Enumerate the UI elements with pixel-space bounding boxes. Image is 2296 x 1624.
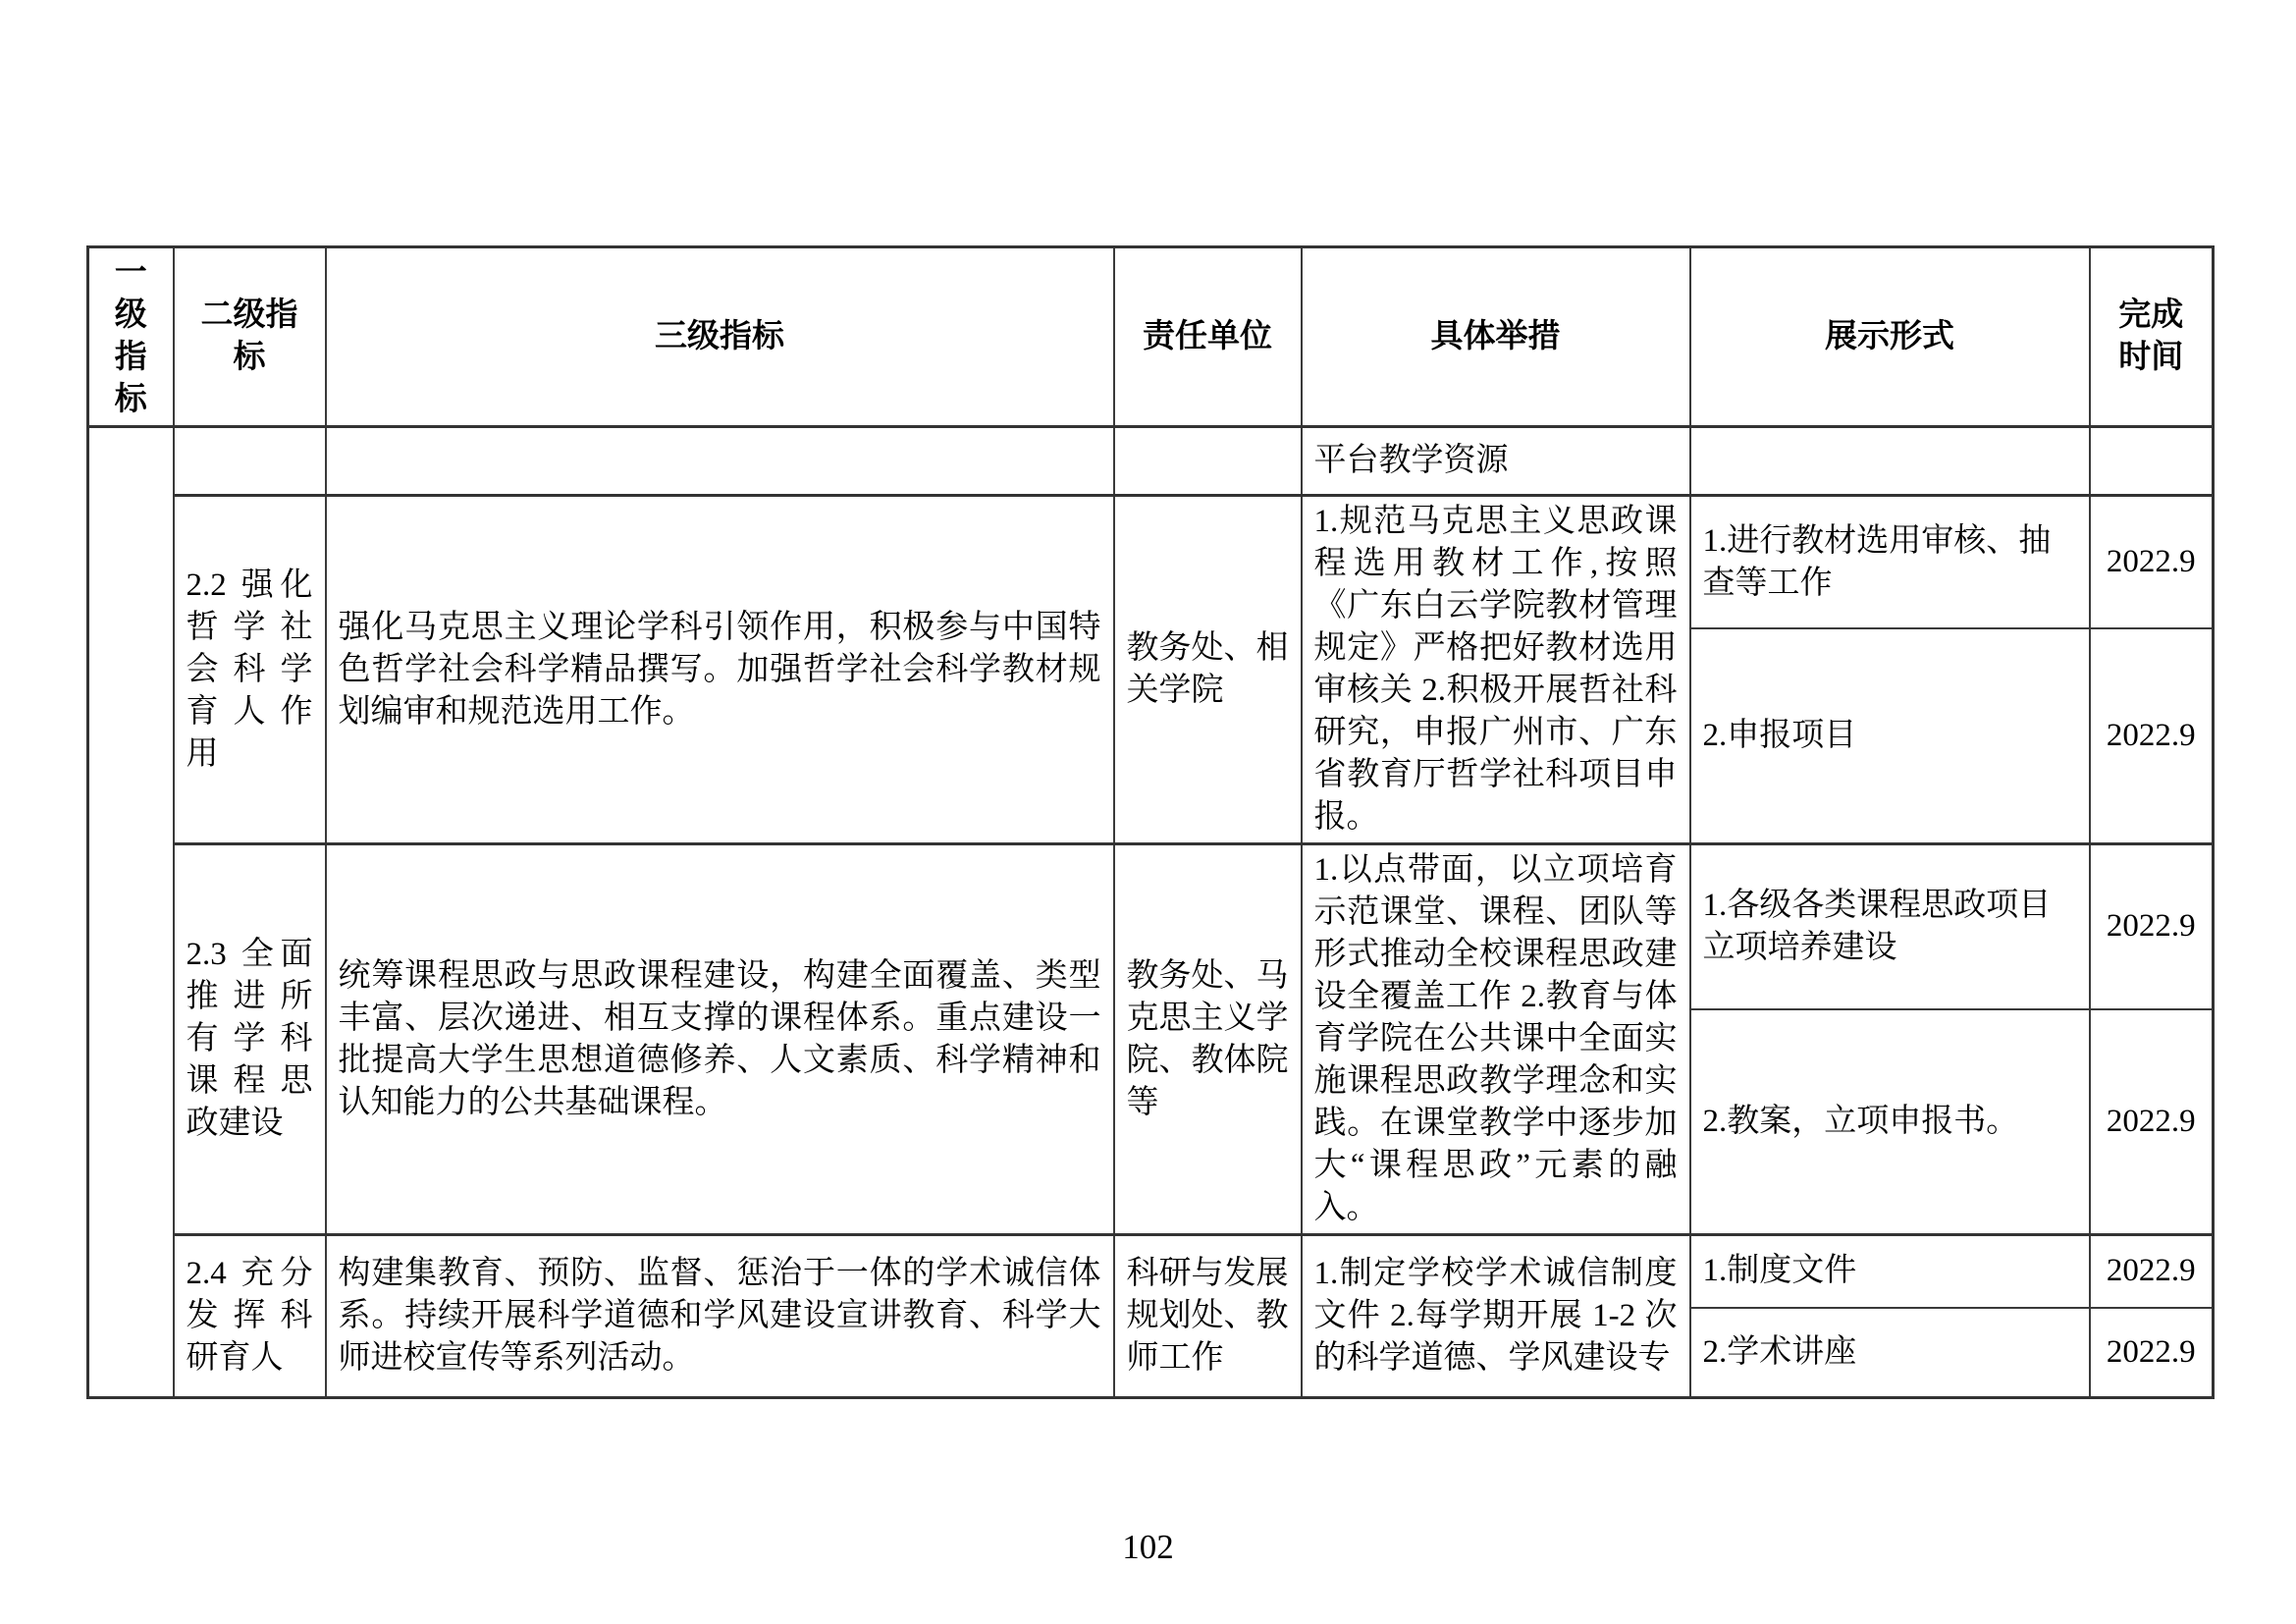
cell-time-2-4-1: 2022.9 [2090, 1235, 2214, 1308]
cell-tertiary-2-2: 强化马克思主义理论学科引领作用，积极参与中国特色哲学社会科学精品撰写。加强哲学社会科学教材规划编审和规范选用工作。 [326, 496, 1114, 844]
table-row-2-2 [88, 496, 2214, 629]
cell-form-2-4-2: 2.学术讲座 [1690, 1308, 2090, 1398]
cell-secondary-2-4: 2.4 充分发挥科研育人 [174, 1235, 326, 1398]
header-secondary-indicator-label: 二级指标 [200, 298, 298, 375]
cell-secondary-2-2: 2.2 强化哲学社会科学育人作用 [174, 496, 326, 844]
header-responsible-unit: 责任单位 [1114, 247, 1302, 427]
cell-time-2-2-1: 2022.9 [2090, 496, 2214, 629]
continuation-row [88, 427, 2214, 496]
cell-form-2-3-1: 1.各级各类课程思政项目立项培养建设 [1690, 844, 2090, 1009]
header-completion-time [2090, 247, 2214, 427]
cell-measures-2-4: 1.制定学校学术诚信制度文件 2.每学期开展 1-2 次的科学道德、学风建设专 [1302, 1235, 1690, 1398]
cell-unit-2-3: 教务处、马克思主义学院、教体院等 [1114, 844, 1302, 1235]
cell-tertiary-2-4: 构建集教育、预防、监督、惩治于一体的学术诚信体系。持续开展科学道德和学风建设宣讲教育、科学大师进校宣传等系列活动。 [326, 1235, 1114, 1398]
cell-form-2-2-2: 2.申报项目 [1690, 628, 2090, 843]
header-primary-indicator-label: 一级指标 [114, 255, 147, 417]
cell-time-empty [2090, 427, 2214, 496]
cell-time-2-2-2: 2022.9 [2090, 628, 2214, 843]
cell-unit-2-4: 科研与发展规划处、教师工作 [1114, 1235, 1302, 1398]
cell-form-2-2-1: 1.进行教材选用审核、抽查等工作 [1690, 496, 2090, 629]
cell-tertiary-2-3: 统筹课程思政与思政课程建设，构建全面覆盖、类型丰富、层次递进、相互支撑的课程体系。重点建设一批提高大学生思想道德修养、人文素质、科学精神和认知能力的公共基础课程。 [326, 844, 1114, 1235]
cell-tertiary-empty [326, 427, 1114, 496]
cell-time-2-3-2: 2022.9 [2090, 1009, 2214, 1235]
cell-secondary-empty [174, 427, 326, 496]
table-row-2-4 [88, 1235, 2214, 1308]
header-concrete-measures: 具体举措 [1302, 247, 1690, 427]
cell-form-2-3-2: 2.教案，立项申报书。 [1690, 1009, 2090, 1235]
cell-measures-2-2: 1.规范马克思主义思政课程选用教材工作,按照《广东白云学院教材管理规定》严格把好教材选用审核关 2.积极开展哲社科研究，申报广州市、广东省教育厅哲学社科项目申报。 [1302, 496, 1690, 844]
cell-unit-2-2: 教务处、相关学院 [1114, 496, 1302, 844]
table-row-2-3 [88, 844, 2214, 1009]
cell-form-empty [1690, 427, 2090, 496]
cell-primary-indicator-empty [88, 427, 174, 1398]
cell-measures-continuation: 平台教学资源 [1302, 427, 1690, 496]
cell-measures-2-3: 1.以点带面，以立项培育示范课堂、课程、团队等形式推动全校课程思政建设全覆盖工作 2.教育与体育学院在公共课中全面实施课程思政教学理念和实践。在课堂教学中逐步加大“课程思政”元素的融入。 [1302, 844, 1690, 1235]
table-header-row [88, 247, 2214, 427]
header-completion-time-label: 完成时间 [2118, 298, 2184, 375]
header-primary-indicator [88, 247, 174, 427]
cell-time-2-3-1: 2022.9 [2090, 844, 2214, 1009]
header-secondary-indicator [174, 247, 326, 427]
cell-secondary-2-3: 2.3 全面推进所有学科课程思政建设 [174, 844, 326, 1235]
page-number: 102 [1122, 1528, 1174, 1566]
header-display-form: 展示形式 [1690, 247, 2090, 427]
header-tertiary-indicator: 三级指标 [326, 247, 1114, 427]
indicator-table [86, 245, 2215, 1399]
cell-form-2-4-1: 1.制度文件 [1690, 1235, 2090, 1308]
cell-time-2-4-2: 2022.9 [2090, 1308, 2214, 1398]
cell-unit-empty [1114, 427, 1302, 496]
